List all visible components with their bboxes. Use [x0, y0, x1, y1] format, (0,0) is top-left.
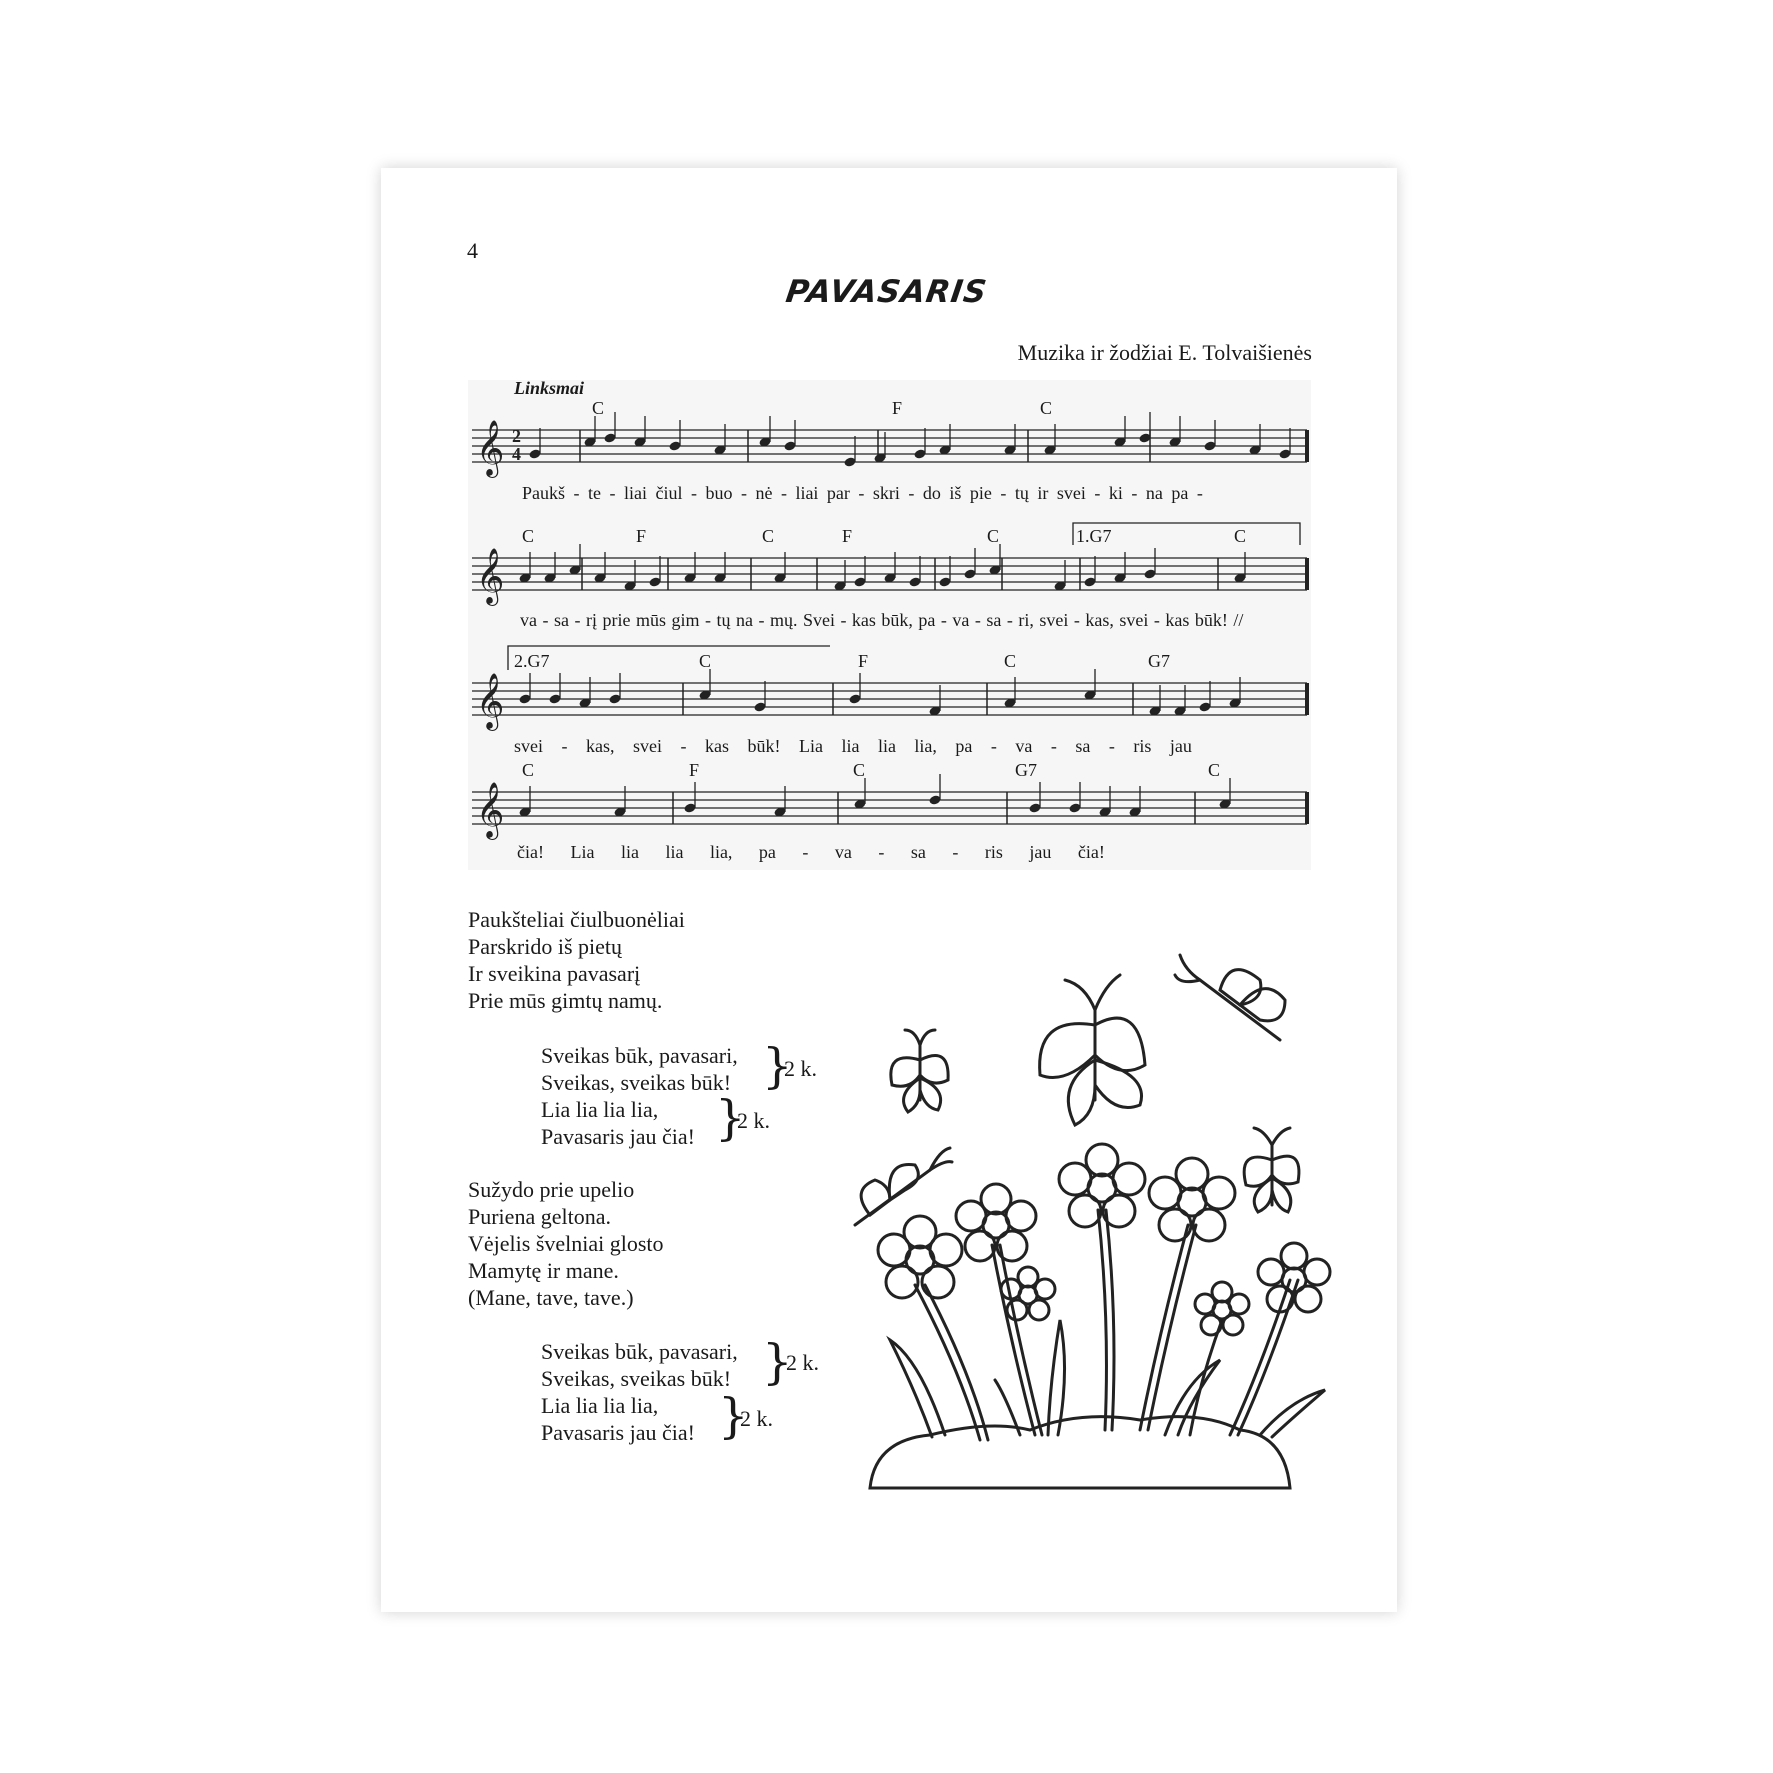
verse-line: Paukšteliai čiulbuonėliai [468, 907, 685, 932]
repeat-brace: } [762, 1334, 793, 1390]
chorus-line: Sveikas būk, pavasari, [541, 1043, 738, 1068]
verse-line: (Mane, tave, tave.) [468, 1285, 634, 1310]
verse-1 [468, 906, 685, 1014]
verse-line: Puriena geltona. [468, 1204, 611, 1229]
volta-bracket [508, 646, 830, 670]
chord: C [987, 526, 1000, 546]
repeat-brace: } [715, 1090, 746, 1146]
lyrics-line: va - sa - rį prie mūs gim - tų na - mų. Svei - kas būk, pa - va - sa - ri, svei - kas, svei - kas būk! // [520, 610, 1244, 630]
chord: 2.G7 [514, 651, 550, 671]
lyrics-line: svei - kas, svei - kas būk! Lia lia lia lia, pa - va - sa - ris jau [514, 736, 1192, 756]
chorus-line: Lia lia lia lia, [541, 1393, 659, 1418]
chord: C [522, 526, 535, 546]
verse-line: Ir sveikina pavasarį [468, 961, 641, 986]
chord: C [1004, 651, 1017, 671]
chord: C [1040, 398, 1053, 418]
chord: F [842, 526, 853, 546]
chord: F [689, 760, 700, 780]
chord: C [699, 651, 712, 671]
repeat-mark: 2 k. [786, 1350, 819, 1375]
treble-clef: 𝄞 [476, 420, 505, 476]
verse-line: Vėjelis švelniai glosto [468, 1231, 664, 1256]
chorus-1 [541, 1042, 738, 1150]
song-title: PAVASARIS [783, 274, 990, 310]
lyrics-line: čia! Lia lia lia lia, pa - va - sa - ris jau čia! [517, 842, 1105, 862]
verse-line: Sužydo prie upelio [468, 1177, 635, 1202]
flowers-illustration [820, 940, 1340, 1500]
chord: G7 [1015, 760, 1037, 780]
chord: C [522, 760, 535, 780]
repeat-mark: 2 k. [740, 1406, 773, 1431]
chord: C [1234, 526, 1247, 546]
chord: 1.G7 [1076, 526, 1112, 546]
chord: F [892, 398, 903, 418]
repeat-brace: } [718, 1388, 749, 1444]
verse-2 [468, 1176, 664, 1311]
chorus-line: Pavasaris jau čia! [541, 1420, 695, 1445]
treble-clef: 𝄞 [476, 782, 505, 838]
treble-clef: 𝄞 [476, 673, 505, 729]
page-number: 4 [467, 238, 478, 263]
chord: F [636, 526, 647, 546]
chord: G7 [1148, 651, 1170, 671]
author-credit: Muzika ir žodžiai E. Tolvaišienės [1017, 340, 1312, 365]
chord: C [1208, 760, 1221, 780]
chorus-line: Pavasaris jau čia! [541, 1124, 695, 1149]
tempo-marking: Linksmai [514, 378, 585, 398]
repeat-mark: 2 k. [784, 1056, 817, 1081]
chorus-2 [541, 1338, 738, 1446]
time-signature-top: 2 [512, 426, 521, 446]
lyrics-line: Paukš - te - liai čiul - buo - nė - liai par - skri - do iš pie - tų ir svei - ki - na pa - [522, 483, 1203, 503]
chord: C [762, 526, 775, 546]
verse-line: Prie mūs gimtų namų. [468, 988, 663, 1013]
chord: F [858, 651, 869, 671]
chord: C [592, 398, 605, 418]
chord: C [853, 760, 866, 780]
repeat-brace: } [762, 1038, 793, 1094]
chorus-line: Sveikas būk, pavasari, [541, 1339, 738, 1364]
chorus-line: Lia lia lia lia, [541, 1097, 659, 1122]
verse-line: Parskrido iš pietų [468, 934, 622, 959]
chorus-line: Sveikas, sveikas būk! [541, 1366, 732, 1391]
repeat-mark: 2 k. [737, 1108, 770, 1133]
chorus-line: Sveikas, sveikas būk! [541, 1070, 732, 1095]
treble-clef: 𝄞 [476, 548, 505, 604]
time-signature-bottom: 4 [512, 444, 521, 464]
verse-line: Mamytę ir mane. [468, 1258, 619, 1283]
